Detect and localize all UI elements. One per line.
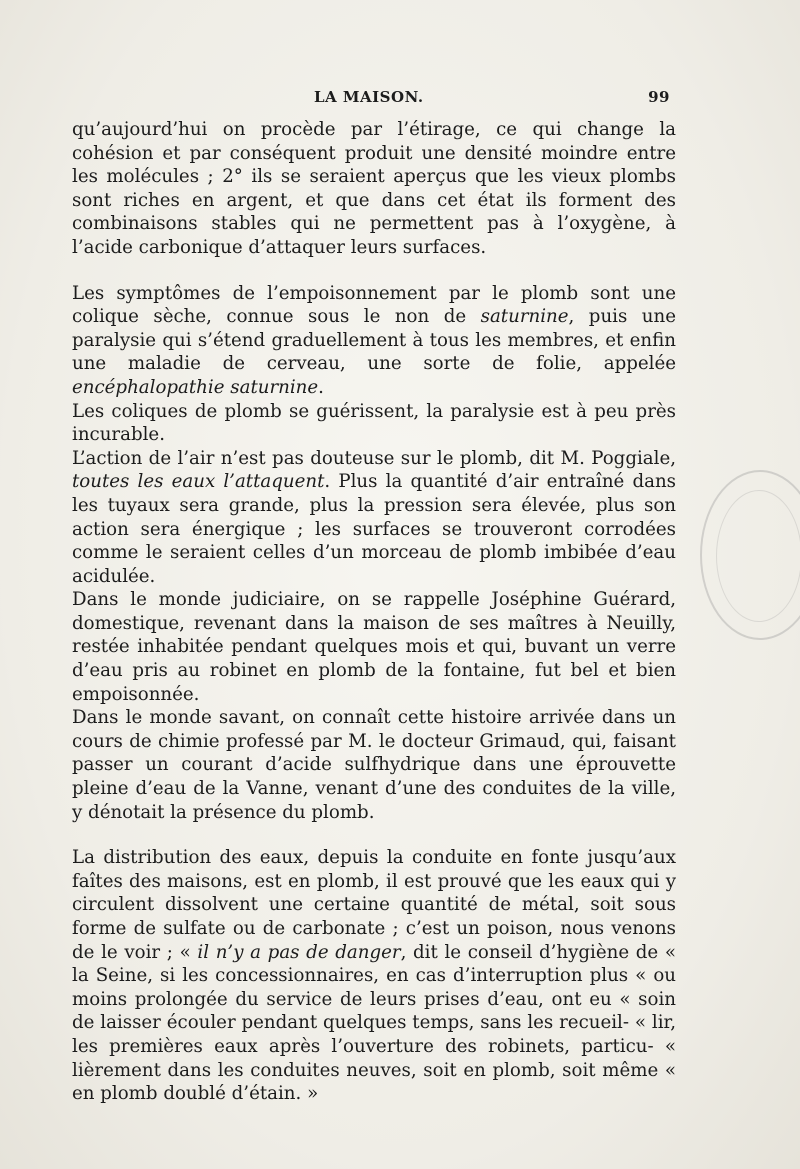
text-run: L’action de l’air n’est pas douteuse sur le plomb, dit M. Poggiale,: [72, 447, 676, 469]
text-run: Les symptômes de l’empoisonnement par le plomb sont une colique sèche, connue sous le non de: [72, 282, 676, 328]
italic-text: saturnine: [480, 306, 569, 328]
italic-text: encéphalopathie saturnine: [72, 376, 319, 398]
paragraph-4: [72, 447, 676, 589]
page-number: 99: [648, 88, 670, 106]
page-header: [72, 88, 670, 112]
paragraph-3: [72, 400, 676, 447]
text-run: Dans le monde judiciaire, on se rappelle Joséphine Guérard, domestique, revenant dans la maison de ses maîtres à Neuilly, restée inhabitée pendant quelques mois et qui, buvant un verre d’eau pris au robinet en plomb de la fontaine, fut bel et bien empoisonnée.: [72, 589, 676, 705]
italic-text: toutes les eaux l’attaquent: [72, 471, 325, 493]
text-run: . Plus la quantité d’air entraîné dans les tuyaux sera grande, plus la pression sera élevée, plus son action sera énergique ; les surfaces se trouveront corrodées comme le seraient celles d’un morceau de plomb imbibée d’eau acidulée.: [72, 471, 676, 587]
italic-text: il n’y a pas de danger: [197, 941, 401, 963]
paragraph-1: [72, 118, 676, 260]
text-run: Les coliques de plomb se guérissent, la paralysie est à peu près incurable.: [72, 400, 676, 446]
library-stamp: [700, 470, 800, 640]
text-run: qu’aujourd’hui on procède par l’étirage, ce qui change la cohésion et par conséquent produit une densité moindre entre les molécules ; 2° ils se seraient aperçus que les vieux plombs sont riches en argent, et que dans cet état ils forment des combinaisons stables qui ne permettent pas à l’oxygène, à l’acide carbonique d’attaquer leurs surfaces.: [72, 119, 676, 258]
library-stamp-inner: [716, 490, 800, 622]
body-text: [72, 118, 676, 1106]
text-run: Dans le monde savant, on connaît cette histoire arrivée dans un cours de chimie professé par M. le docteur Grimaud, qui, faisant passer un courant d’acide sulfhydrique dans une éprouvette pleine d’eau de la Vanne, venant d’une des conduites de la ville, y dénotait la présence du plomb.: [72, 707, 676, 823]
text-run: , dit le conseil d’hygiène de « la Seine, si les concessionnaires, en cas d’interruption plus « ou moins prolongée du service de leurs prises d’eau, ont eu « soin de laisser écouler pendant quelques temps, sans les recueil- « lir, les premières eaux après l’ouverture des robinets, particu- « lièrement dans les conduites neuves, soit en plomb, soit même « en plomb doublé d’étain. »: [72, 941, 676, 1105]
paragraph-gap: [72, 824, 676, 846]
paragraph-5: [72, 588, 676, 706]
text-run: , puis une paralysie qui s’étend graduellement à tous les membres, et enfin une maladie de cerveau, une sorte de folie, appelée: [72, 306, 676, 375]
paragraph-gap: [72, 260, 676, 282]
text-run: La distribution des eaux, depuis la conduite en fonte jusqu’aux faîtes des maisons, est en plomb, il est prouvé que les eaux qui y circulent dissolvent une certaine quantité de métal, soit sous forme de sulfate ou de carbonate ; c’est un poison, nous venons de le voir ; «: [72, 847, 676, 963]
text-run: .: [318, 376, 324, 398]
running-title: LA MAISON.: [314, 88, 424, 106]
paragraph-2: [72, 282, 676, 400]
paragraph-7: [72, 846, 676, 1106]
paragraph-6: [72, 706, 676, 824]
